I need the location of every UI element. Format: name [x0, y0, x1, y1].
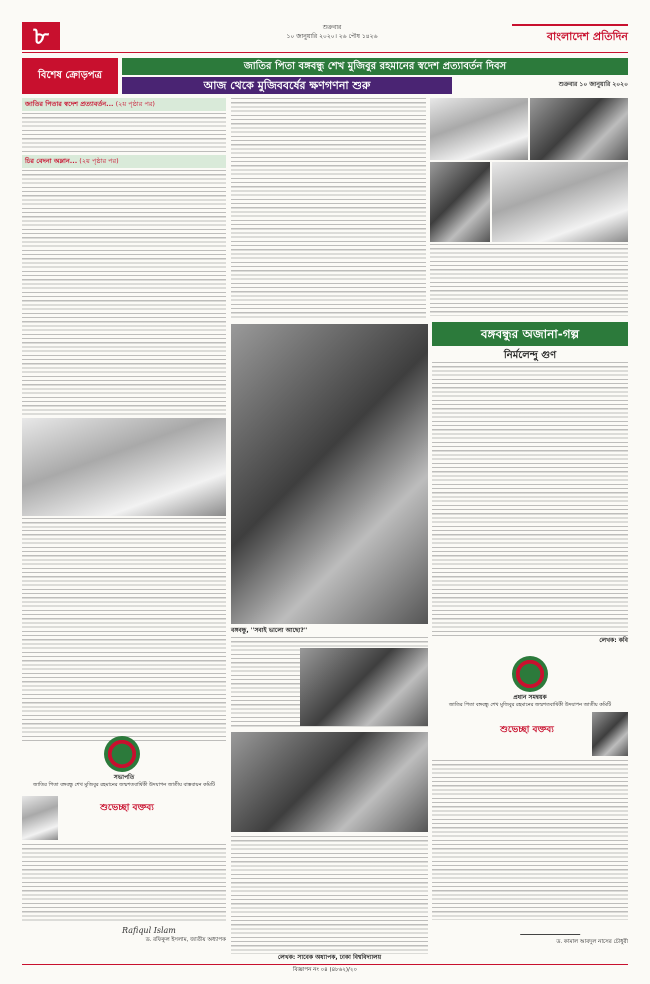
banner-headline: জাতির পিতা বঙ্গবন্ধু শেখ মুজিবুর রহমানের স্বদেশ প্রত্যাবর্তন দিবস [243, 61, 507, 72]
left-column [22, 98, 226, 730]
right-photo-grid [430, 98, 628, 242]
kicker-1-ref: (২য় পৃষ্ঠার পর) [115, 100, 155, 108]
message-left-signature: Rafiqul Islam [122, 926, 176, 935]
message-left-title: শুভেচ্ছা বক্তব্য [100, 803, 154, 813]
center-body-1 [231, 98, 426, 320]
banner-section-label: বিশেষ ক্রোড়পত্র [38, 70, 102, 81]
emblem-left [104, 736, 140, 772]
message-left-committee: জাতির পিতা বঙ্গবন্ধু শেখ মুজিবুর রহমানের জন্মশতবার্ষিকী উদযাপন জাতীয় বাস্তবায়ন কমিটি [33, 782, 215, 788]
kicker-box-1 [22, 98, 226, 111]
banner [22, 58, 628, 94]
banner-subhead-box [122, 77, 452, 94]
kicker-2: চির বেদনা অম্লান... [25, 157, 78, 165]
right-top-caption [430, 244, 628, 316]
motorcade-photo [300, 648, 428, 726]
photo-top-left [430, 98, 528, 160]
message-left-portrait [22, 796, 58, 840]
logo [512, 24, 628, 52]
feature-byline: নির্মলেন্দু গুণ [503, 350, 557, 361]
feature-author-credit: লেখক: কবি [599, 637, 628, 644]
center-footer-credit: লেখক: সাবেক অধ্যাপক, ঢাকা বিশ্ববিদ্যালয় [277, 954, 382, 961]
footer-code: বিজ্ঞাপন নং ০৪ (৪৮৬২)/২০ [292, 967, 358, 973]
header-rule [22, 52, 628, 53]
feature-title: বঙ্গবন্ধুর অজানা-গল্প [480, 327, 580, 341]
photo-caption-text [22, 518, 226, 528]
center-body-3 [231, 836, 428, 954]
photo-mid-right [492, 162, 628, 242]
article-body-1 [22, 113, 226, 153]
feature-body [432, 362, 628, 636]
page-header [22, 22, 628, 54]
kicker-box-2 [22, 155, 226, 168]
page-number-box [22, 22, 60, 50]
message-right-committee: জাতির পিতা বঙ্গবন্ধু শেখ মুজিবুর রহমানের জন্মশতবার্ষিকী উদযাপন জাতীয় কমিটি [448, 702, 612, 708]
message-left-role: সভাপতি [113, 774, 135, 781]
message-right-role: প্রধান সমন্বয়ক [513, 694, 547, 701]
leader-photo [231, 732, 428, 832]
banner-date: শুক্রবার ১০ জানুয়ারি ২০২০ [558, 81, 628, 88]
photo-top-right [530, 98, 628, 160]
banner-headline-box [122, 58, 628, 75]
message-right-signature [520, 924, 584, 935]
message-right-portrait [592, 712, 628, 756]
message-left-signer: ড. রফিকুল ইসলাম, জাতীয় অধ্যাপক [145, 937, 226, 943]
weekday: শুক্রবার [322, 24, 342, 31]
emblem-right [512, 656, 548, 692]
logo-text: বাংলাদেশ প্রতিদিন [546, 30, 628, 43]
message-left [22, 736, 226, 956]
message-right-title: শুভেচ্ছা বক্তব্য [500, 725, 554, 735]
crowd-photo [231, 324, 428, 624]
crowd-photo-caption: বঙ্গবন্ধু, ''সবাই ভালো আছো?'' [231, 627, 308, 634]
article-body-3 [22, 530, 226, 744]
kicker-1: জাতির পিতার স্বদেশ প্রত্যাবর্তন... [25, 100, 114, 108]
footer-rule [22, 964, 628, 965]
center-top-text [231, 98, 426, 320]
article-body-2 [22, 170, 226, 416]
message-left-body [22, 844, 226, 924]
message-right-body [432, 760, 628, 920]
banner-section [22, 58, 118, 94]
message-right [432, 656, 628, 956]
photo-mid-left [430, 162, 490, 242]
date-line: ১০ জানুয়ারি ২০২০। ২৬ পৌষ ১৪২৬ [286, 33, 378, 40]
message-right-signer: ড. কামাল আবদুল নাসের চৌধুরী [556, 939, 628, 945]
kicker-2-ref: (২য় পৃষ্ঠার পর) [79, 157, 119, 165]
page-number: ৮ [33, 22, 49, 50]
family-photo [22, 418, 226, 516]
banner-subhead: আজ থেকে মুজিববর্ষের ক্ষণগণনা শুরু [203, 79, 371, 92]
feature-title-box [432, 322, 628, 346]
